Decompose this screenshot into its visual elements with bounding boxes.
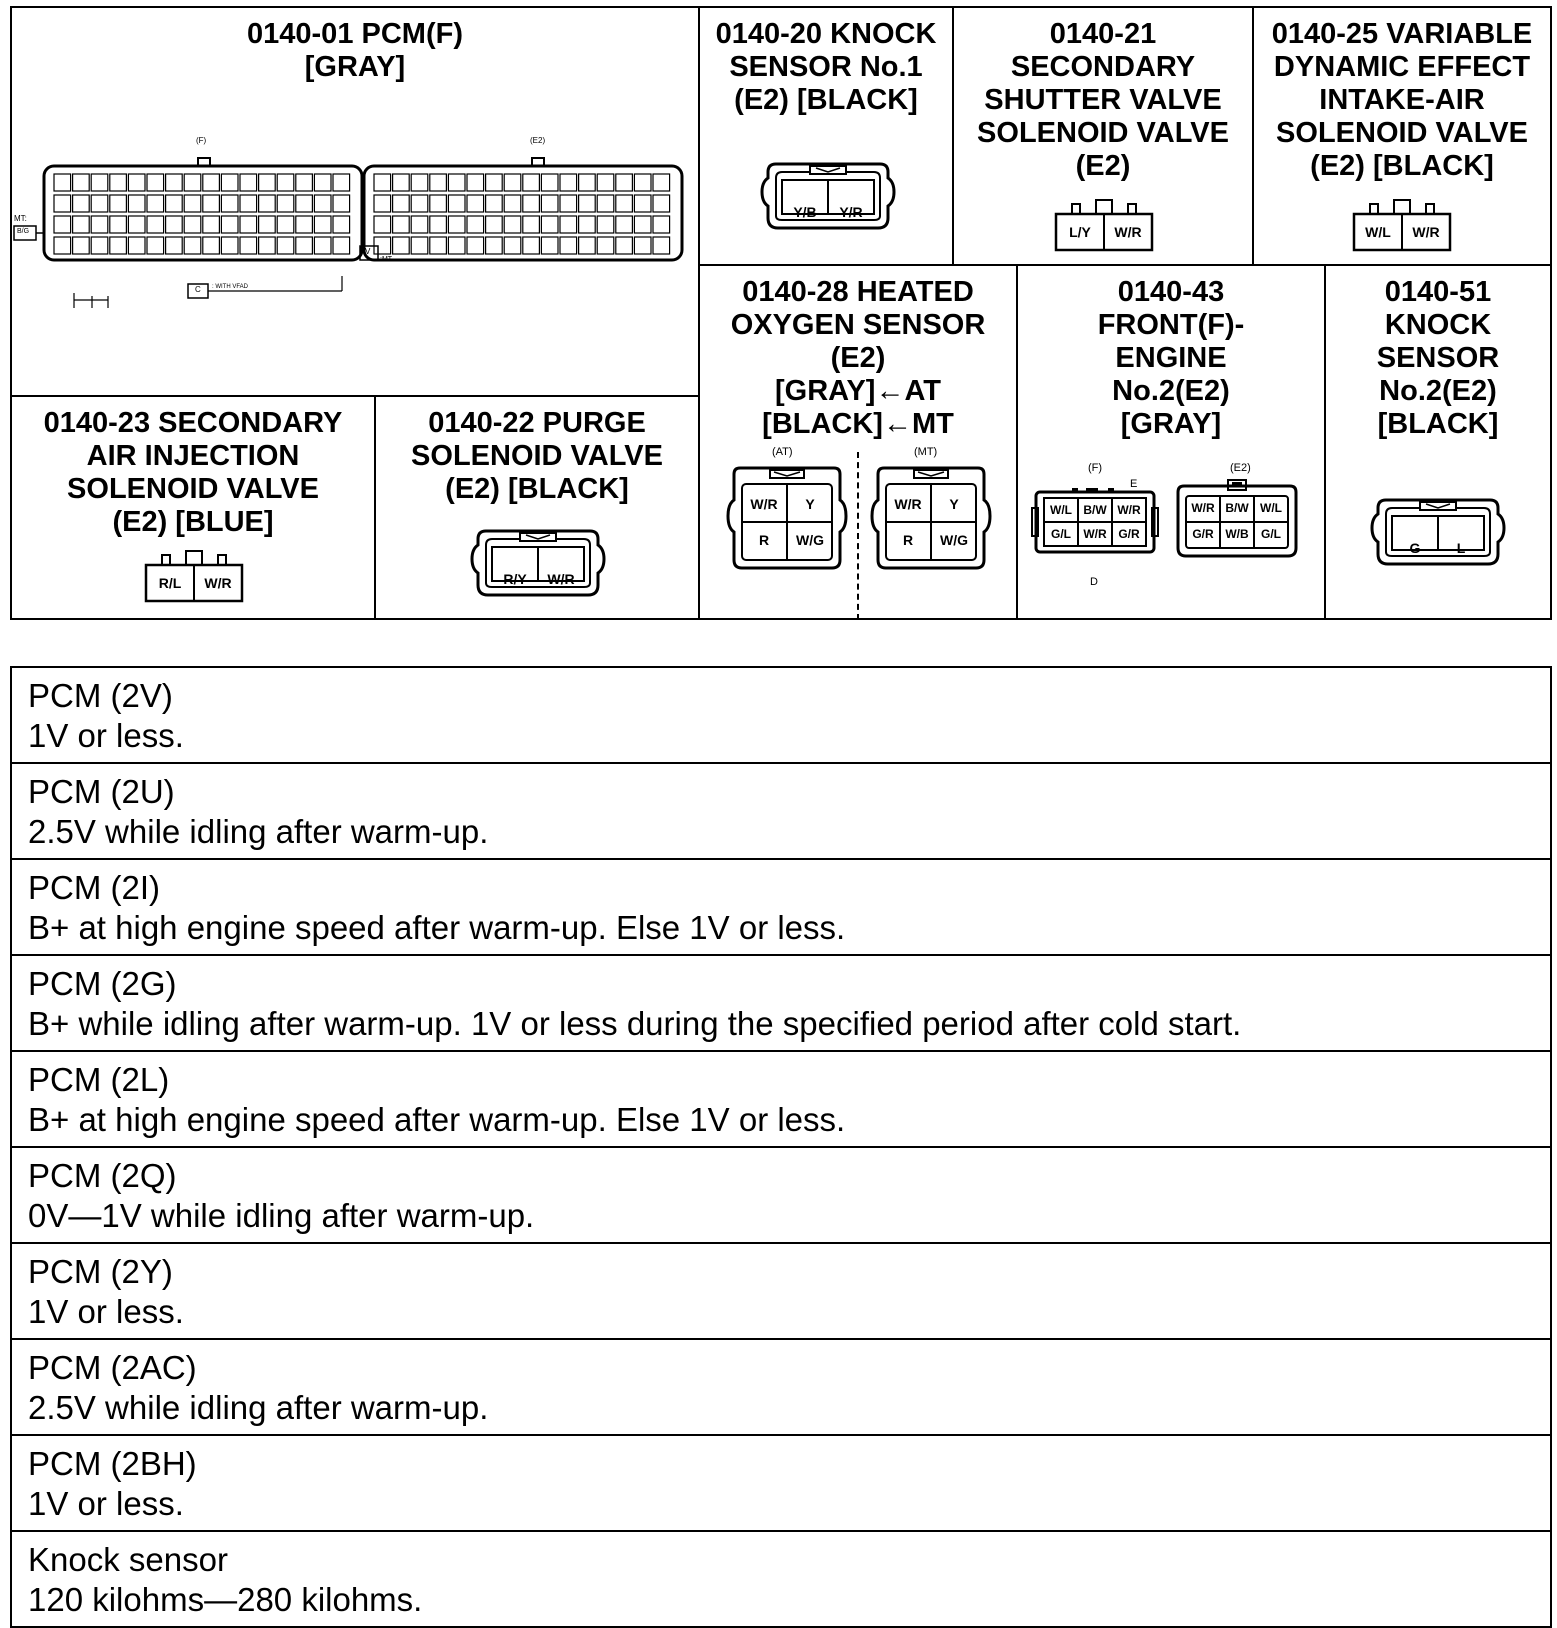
vdeia-pin-2: W/R <box>1412 224 1440 240</box>
panel-knock-sensor-1 <box>698 6 954 266</box>
knock-sensor-2-connector <box>1372 492 1504 572</box>
spec-row <box>11 1339 1551 1435</box>
panel-shutter-valve <box>952 6 1254 266</box>
front-f-pin-4: G/L <box>1051 527 1071 541</box>
ho2s-mt-pin-1: W/R <box>894 496 922 512</box>
panel-purge-valve <box>374 395 700 620</box>
panel-secondary-air <box>10 395 376 620</box>
pcm-connector-drawing <box>12 138 702 338</box>
pcm-mt-label: MT: <box>14 214 27 223</box>
spec-description: B+ at high engine speed after warm-up. Else 1V or less. <box>28 1101 846 1138</box>
pcm-c-label: C <box>195 285 201 294</box>
spec-cell <box>11 667 1551 763</box>
front-f-pin-2: B/W <box>1083 503 1107 517</box>
spec-row <box>11 1243 1551 1339</box>
front-d-label: D <box>1090 576 1098 588</box>
pcm-mt-right-label: :MT <box>380 256 393 263</box>
knock1-pin-1: Y/B <box>793 204 817 220</box>
spec-description: B+ at high engine speed after warm-up. Else 1V or less. <box>28 909 846 946</box>
pcm-vfad-label: : WITH VFAD <box>212 284 248 290</box>
panel-vdeia-valve <box>1252 6 1552 266</box>
panel-vdeia-valve-title: 0140-25 VARIABLE DYNAMIC EFFECT INTAKE-AIR SOLENOID VALVE (E2) [BLACK] <box>1271 18 1533 182</box>
panel-pcm <box>10 6 700 397</box>
spec-title: Knock sensor <box>28 1541 228 1578</box>
ho2s-at-connector <box>728 462 846 574</box>
ho2s-at-pin-2: Y <box>805 496 815 512</box>
spec-row <box>11 1051 1551 1147</box>
front-e2-connector <box>1174 478 1300 562</box>
spec-description: 0V—1V while idling after warm-up. <box>28 1197 535 1234</box>
spec-title: PCM (2Y) <box>28 1253 173 1290</box>
spec-cell <box>11 859 1551 955</box>
spec-cell <box>11 1339 1551 1435</box>
pcm-left-label: (F) <box>196 136 207 145</box>
panel-secondary-air-title: 0140-23 SECONDARY AIR INJECTION SOLENOID VALVE (E2) [BLUE] <box>43 407 343 538</box>
ho2s-mt-pin-3: R <box>902 532 914 548</box>
shutter-pin-2: W/R <box>1114 224 1142 240</box>
front-e2-pin-3: W/L <box>1260 501 1282 515</box>
front-e2-pin-5: W/B <box>1225 527 1249 541</box>
front-f-pin-3: W/R <box>1117 503 1141 517</box>
panel-shutter-valve-title: 0140-21 SECONDARY SHUTTER VALVE SOLENOID VALVE (E2) <box>977 18 1229 182</box>
ho2s-divider <box>857 452 859 620</box>
vdeia-pin-1: W/L <box>1365 224 1391 240</box>
knock2-pin-2: L <box>1456 540 1466 556</box>
front-e2-pin-1: W/R <box>1191 501 1215 515</box>
spec-row <box>11 667 1551 763</box>
panel-knock-sensor-1-title: 0140-20 KNOCK SENSOR No.1 (E2) [BLACK] <box>715 18 937 116</box>
front-e2-pin-6: G/L <box>1261 527 1281 541</box>
front-f-connector <box>1032 486 1158 556</box>
spec-cell <box>11 955 1551 1051</box>
pcm-v-label: V <box>365 247 371 256</box>
ho2s-mt-label: (MT) <box>914 446 938 458</box>
spec-cell <box>11 763 1551 859</box>
spec-title: PCM (2Q) <box>28 1157 177 1194</box>
panel-pcm-title: 0140-01 PCM(F) [GRAY] <box>247 18 463 83</box>
spec-row <box>11 955 1551 1051</box>
spec-row <box>11 859 1551 955</box>
spec-description: B+ while idling after warm-up. 1V or less during the specified period after cold start. <box>28 1005 1242 1042</box>
spec-title: PCM (2L) <box>28 1061 170 1098</box>
front-e2-pin-2: B/W <box>1225 501 1249 515</box>
spec-title: PCM (2G) <box>28 965 177 1002</box>
knock1-pin-2: Y/R <box>839 204 863 220</box>
spec-title: PCM (2I) <box>28 869 160 906</box>
panel-heated-oxygen-sensor <box>698 264 1018 620</box>
purge-pin-2: W/R <box>547 571 575 587</box>
front-f-pin-5: W/R <box>1083 527 1107 541</box>
shutter-valve-connector <box>1052 198 1156 254</box>
spec-cell <box>11 1051 1551 1147</box>
secair-pin-2: W/R <box>204 575 232 591</box>
knock-sensor-1-connector <box>762 156 894 236</box>
spec-description: 120 kilohms—280 kilohms. <box>28 1581 423 1618</box>
panel-front-engine-title: 0140-43 FRONT(F)- ENGINE No.2(E2) [GRAY] <box>1097 276 1245 440</box>
spec-cell <box>11 1531 1551 1627</box>
spec-row <box>11 1435 1551 1531</box>
secair-pin-1: R/L <box>158 575 182 591</box>
spec-title: PCM (2U) <box>28 773 175 810</box>
pcm-connector <box>12 138 702 338</box>
ho2s-at-pin-3: R <box>758 532 770 548</box>
spec-description: 1V or less. <box>28 1293 184 1330</box>
spec-cell <box>11 1243 1551 1339</box>
front-e2-label: (E2) <box>1230 462 1251 474</box>
front-e2-pin-4: G/R <box>1192 527 1214 541</box>
shutter-pin-1: L/Y <box>1069 224 1091 240</box>
spec-table <box>10 666 1552 1628</box>
spec-description: 1V or less. <box>28 1485 184 1522</box>
ho2s-mt-pin-4: W/G <box>940 532 968 548</box>
ho2s-at-pin-1: W/R <box>750 496 778 512</box>
panel-knock-sensor-2 <box>1324 264 1552 620</box>
panel-knock-sensor-2-title: 0140-51 KNOCK SENSOR No.2(E2) [BLACK] <box>1376 276 1500 440</box>
spec-row <box>11 763 1551 859</box>
spec-description: 1V or less. <box>28 717 184 754</box>
ho2s-at-label: (AT) <box>772 446 793 458</box>
spec-title: PCM (2AC) <box>28 1349 197 1386</box>
spec-description: 2.5V while idling after warm-up. <box>28 813 489 850</box>
pcm-bs-label: B/G <box>17 228 30 235</box>
spec-cell <box>11 1435 1551 1531</box>
pcm-right-label: (E2) <box>530 136 546 145</box>
panel-purge-valve-title: 0140-22 PURGE SOLENOID VALVE (E2) [BLACK] <box>411 407 663 505</box>
spec-title: PCM (2BH) <box>28 1445 197 1482</box>
front-f-pin-6: G/R <box>1118 527 1140 541</box>
spec-cell <box>11 1147 1551 1243</box>
ho2s-mt-connector <box>872 462 990 574</box>
secondary-air-connector <box>142 549 246 605</box>
purge-valve-connector <box>472 523 604 603</box>
front-e-label: E <box>1130 478 1138 490</box>
front-f-pin-1: W/L <box>1050 503 1072 517</box>
vdeia-valve-connector <box>1350 198 1454 254</box>
spec-description: 2.5V while idling after warm-up. <box>28 1389 489 1426</box>
front-f-label: (F) <box>1088 462 1103 474</box>
panel-front-engine <box>1016 264 1326 620</box>
purge-pin-1: R/Y <box>503 571 527 587</box>
ho2s-at-pin-4: W/G <box>796 532 824 548</box>
knock2-pin-1: G <box>1409 540 1421 556</box>
ho2s-mt-pin-2: Y <box>949 496 959 512</box>
spec-row <box>11 1147 1551 1243</box>
spec-row <box>11 1531 1551 1627</box>
spec-title: PCM (2V) <box>28 677 173 714</box>
panel-heated-oxygen-sensor-title: 0140-28 HEATED OXYGEN SENSOR (E2) [GRAY]←AT [BLACK]←MT <box>730 276 986 440</box>
